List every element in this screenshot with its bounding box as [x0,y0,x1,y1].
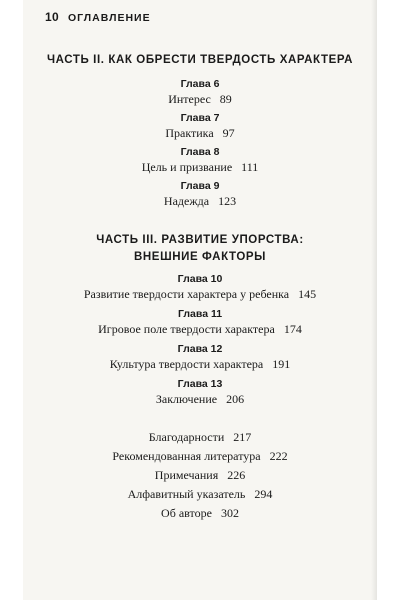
part-3-title-line-1: ЧАСТЬ III. РАЗВИТИЕ УПОРСТВА: [96,234,304,246]
back-matter-recommended-reading[interactable] [23,449,377,464]
chapter-7-entry[interactable] [23,126,377,141]
part-3-title [23,232,377,266]
chapter-8-title: Цель и призвание [141,160,233,174]
chapter-9-title: Надежда [163,194,210,208]
chapter-10-label: Глава 10 [177,273,223,285]
chapter-11-title: Игровое поле твердости характера [98,322,275,336]
part-3-title-line-2: ВНЕШНИЕ ФАКТОРЫ [133,251,267,263]
back-matter-page: 222 [269,449,288,463]
back-matter-title: Благодарности [148,430,225,444]
page-number: 10 [45,10,59,24]
book-page [23,0,377,600]
back-matter-page: 226 [227,468,246,482]
running-head [45,10,151,24]
chapter-11-label: Глава 11 [177,308,223,320]
chapter-10-entry[interactable] [23,287,377,302]
chapter-12-label: Глава 12 [177,343,223,355]
chapter-8-page: 111 [241,160,259,174]
chapter-10-page: 145 [298,287,317,301]
chapter-13-title: Заключение [155,392,218,406]
chapter-13-entry[interactable] [23,392,377,407]
back-matter-index[interactable] [23,487,377,502]
chapter-9-page: 123 [218,194,237,208]
back-matter-title: Об авторе [161,506,212,520]
chapter-12-page: 191 [272,357,291,371]
chapter-9-entry[interactable] [23,194,377,209]
chapter-11-page: 174 [283,322,302,336]
back-matter-title: Алфавитный указатель [127,487,246,501]
chapter-7-title: Практика [165,126,214,140]
chapter-12-entry[interactable] [23,357,377,372]
back-matter-notes[interactable] [23,468,377,483]
back-matter-title: Рекомендованная литература [112,449,261,463]
chapter-7-page: 97 [222,126,235,140]
chapter-6-page: 89 [219,92,232,106]
chapter-6-title: Интерес [168,92,211,106]
chapter-6-entry[interactable] [23,92,377,107]
back-matter-page: 217 [233,430,252,444]
chapter-6-label: Глава 6 [180,78,220,90]
chapter-8-label: Глава 8 [180,146,220,158]
chapter-12-title: Культура твердости характера [109,357,264,371]
back-matter-page: 302 [220,506,239,520]
back-matter-page: 294 [254,487,273,501]
back-matter-title: Примечания [154,468,219,482]
chapter-10-title: Развитие твердости характера у ребенка [83,287,290,301]
part-2-title: ЧАСТЬ II. КАК ОБРЕСТИ ТВЕРДОСТЬ ХАРАКТЕРА [46,54,354,66]
back-matter-acknowledgements[interactable] [23,430,377,445]
chapter-8-entry[interactable] [23,160,377,175]
chapter-13-label: Глава 13 [177,378,223,390]
chapter-9-label: Глава 9 [180,180,220,192]
chapter-13-page: 206 [226,392,245,406]
back-matter-about-author[interactable] [23,506,377,521]
chapter-11-entry[interactable] [23,322,377,337]
chapter-7-label: Глава 7 [180,112,220,124]
section-title: ОГЛАВЛЕНИЕ [67,12,151,24]
